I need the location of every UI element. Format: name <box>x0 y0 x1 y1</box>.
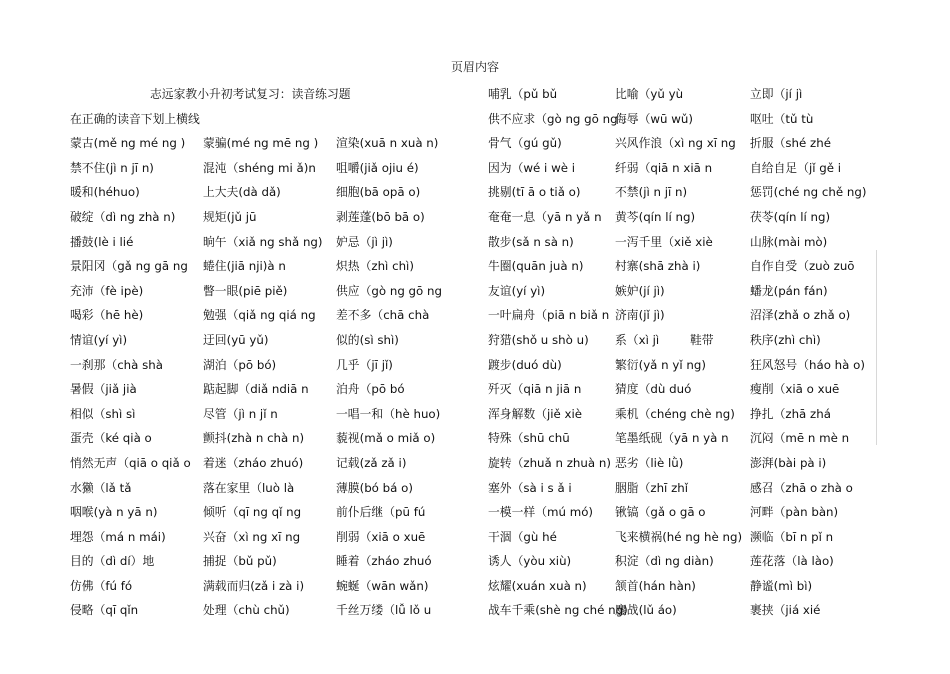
word-row <box>488 328 908 353</box>
word-pinyin-item: 澎湃(bài pà i) <box>750 455 827 470</box>
word-pinyin-item: 茯苓(qín lí ng) <box>750 209 831 224</box>
word-pinyin-item: 笔墨纸砚（yā n yà n <box>615 431 729 446</box>
word-pinyin-item: 勉强（qiǎ ng qiá ng <box>203 308 316 323</box>
word-pinyin-item: 满载而归(zǎ i zà i) <box>203 578 305 593</box>
word-row <box>70 303 490 328</box>
word-pinyin-item: 景阳冈（gǎ ng gā ng <box>70 259 188 274</box>
word-pinyin-item: 乘机（chéng chè ng) <box>615 406 735 421</box>
word-row <box>488 205 908 230</box>
word-pinyin-item: 蟠龙(pán fán) <box>750 283 828 298</box>
word-row <box>70 180 490 205</box>
word-pinyin-item: 迂回(yū yǔ) <box>203 332 269 347</box>
word-row <box>488 254 908 279</box>
instruction-text: 在正确的读音下划上横线 <box>70 111 200 126</box>
word-pinyin-item: 恶劣（liè lǜ) <box>615 455 684 470</box>
word-pinyin-item: 呕吐（tǔ tù <box>750 111 814 126</box>
word-pinyin-item: 挣扎（zhā zhá <box>750 406 831 421</box>
word-pinyin-item: 狩猎(shǒ u shò u) <box>488 332 589 347</box>
word-pinyin-item: 奄奄一息（yā n yǎ n <box>488 209 602 224</box>
word-pinyin-item: 锹镐（gǎ o gā o <box>615 505 706 520</box>
word-row <box>488 476 908 501</box>
word-pinyin-item: 充沛（fè ipè) <box>70 283 144 298</box>
word-pinyin-item: 湖泊（pō bó) <box>203 357 277 372</box>
word-row <box>488 574 908 599</box>
word-row <box>488 353 908 378</box>
word-row <box>70 254 490 279</box>
word-row <box>70 205 490 230</box>
word-row <box>488 230 908 255</box>
word-row <box>488 82 908 107</box>
word-row <box>70 500 490 525</box>
word-pinyin-item: 剥莲蓬(bō bā o) <box>336 209 425 224</box>
word-pinyin-item: 系（xì jì <box>615 332 660 347</box>
word-pinyin-item: 挑剔(tī ā o tiǎ o) <box>488 185 581 200</box>
word-pinyin-item: 蜷住(jiā nji)à n <box>203 259 286 274</box>
word-row <box>70 525 490 550</box>
word-pinyin-item: 千丝万缕（lǚ lǒ u <box>336 603 432 618</box>
word-pinyin-item: 落在家里（luò là <box>203 480 295 495</box>
word-pinyin-item: 鏖战(lǔ áo) <box>615 603 677 618</box>
word-pinyin-item: 晌午（xiǎ ng shǎ ng) <box>203 234 323 249</box>
word-pinyin-item: 咀嚼(jiǎ ojiu é) <box>336 160 419 175</box>
word-pinyin-item: 莲花落（là lào) <box>750 554 834 569</box>
word-pinyin-item: 睡着（zháo zhuó <box>336 554 432 569</box>
word-pinyin-item: 炫耀(xuán xuà n) <box>488 578 587 593</box>
word-pinyin-item: 侵略（qī qǐn <box>70 603 139 618</box>
word-pinyin-item: 一叶扁舟（piā n biǎ n <box>488 308 610 323</box>
word-pinyin-item: 规矩(jǔ jū <box>203 209 257 224</box>
word-pinyin-item: 一泻千里（xiě xiè <box>615 234 713 249</box>
word-pinyin-item: 侮辱（wū wǔ) <box>615 111 693 126</box>
word-row <box>488 156 908 181</box>
word-pinyin-item: 播鼓(lè i lié <box>70 234 134 249</box>
word-pinyin-item: 感召（zhā o zhà o <box>750 480 853 495</box>
word-pinyin-item: 哺乳（pǔ bǔ <box>488 87 558 101</box>
word-row <box>488 377 908 402</box>
word-row <box>70 476 490 501</box>
word-pinyin-item: 目的（dì dí）地 <box>70 554 155 569</box>
word-pinyin-item: 渲染(xuā n xuà n) <box>336 136 439 151</box>
word-pinyin-item: 供应（gò ng gō ng <box>336 283 442 298</box>
word-row <box>488 598 908 623</box>
word-pinyin-item: 立即（jí jì <box>750 87 803 101</box>
word-pinyin-item: 暑假（jiǎ jià <box>70 382 137 397</box>
word-row <box>70 156 490 181</box>
word-pinyin-item: 繁衍(yǎ n yǐ ng) <box>615 357 706 372</box>
word-row <box>70 598 490 623</box>
word-pinyin-item: 骨气（gú gǔ) <box>488 136 562 151</box>
word-pinyin-item: 干涸（gù hé <box>488 529 557 544</box>
word-pinyin-item: 鞋带 <box>690 332 714 347</box>
word-pinyin-item: 着迷（zháo zhuó) <box>203 455 304 470</box>
word-pinyin-item: 瘦削（xiā o xuē <box>750 382 840 397</box>
word-pinyin-item: 散步(sǎ n sà n) <box>488 234 574 249</box>
word-pinyin-item: 上大夫(dà dǎ) <box>203 185 281 200</box>
word-row <box>488 107 908 132</box>
word-pinyin-item: 河畔（pàn bàn) <box>750 505 839 520</box>
word-pinyin-item: 瞥一眼(piē piě) <box>203 283 288 298</box>
word-pinyin-item: 兴奋（xì ng xī ng <box>203 529 301 544</box>
word-pinyin-item: 特殊（shū chū <box>488 431 570 446</box>
word-pinyin-item: 相似（shì sì <box>70 406 136 421</box>
word-pinyin-item: 黄芩(qín lí ng) <box>615 209 696 224</box>
word-row <box>70 426 490 451</box>
word-pinyin-item: 一唱一和（hè huo) <box>336 406 441 421</box>
left-column <box>70 82 490 623</box>
word-pinyin-item: 比喻（yǔ yù <box>615 87 684 101</box>
word-row <box>488 549 908 574</box>
word-pinyin-item: 折服（shé zhé <box>750 136 831 151</box>
left-word-list <box>70 131 490 623</box>
word-row <box>488 279 908 304</box>
word-pinyin-item: 山脉(mài mò) <box>750 234 828 249</box>
word-pinyin-item: 纤弱（qiā n xiā n <box>615 160 713 175</box>
word-pinyin-item: 秩序(zhì chì) <box>750 332 821 347</box>
word-pinyin-item: 处理（chù chǔ) <box>203 603 290 618</box>
word-pinyin-item: 积淀（dì ng diàn) <box>615 554 714 569</box>
word-pinyin-item: 沼泽(zhǎ o zhǎ o) <box>750 308 851 323</box>
word-pinyin-item: 惩罚(ché ng chě ng) <box>750 185 867 200</box>
word-pinyin-item: 村寨(shā zhà i) <box>615 259 701 274</box>
word-pinyin-item: 歼灭（qiā n jiā n <box>488 382 582 397</box>
word-pinyin-item: 暖和(héhuo) <box>70 185 140 200</box>
word-pinyin-item: 兴风作浪（xì ng xī ng <box>615 136 736 151</box>
word-pinyin-item: 细胞(bā opā o) <box>336 185 421 200</box>
page-header: 页眉内容 <box>450 60 499 74</box>
word-pinyin-item: 嫉妒(jí jì) <box>615 283 665 298</box>
word-pinyin-item: 浑身解数（jiě xiè <box>488 406 583 421</box>
word-pinyin-item: 破绽（dì ng zhà n) <box>70 209 176 224</box>
word-pinyin-item: 牛圈(quān juà n) <box>488 259 584 274</box>
word-pinyin-item: 藐视(mǎ o miǎ o) <box>336 431 436 446</box>
word-pinyin-item: 妒忌（jì jì) <box>336 234 393 249</box>
word-pinyin-item: 倾听（qī ng qǐ ng <box>203 505 302 520</box>
word-row <box>70 402 490 427</box>
word-row <box>70 549 490 574</box>
word-pinyin-item: 狂风怒号（háo hà o) <box>750 357 865 372</box>
right-word-list <box>488 82 908 623</box>
word-pinyin-item: 塞外（sà i s ǎ i <box>488 480 572 495</box>
word-pinyin-item: 水獭（lǎ tǎ <box>70 480 132 495</box>
word-pinyin-item: 友谊(yí yì) <box>488 283 546 298</box>
word-pinyin-item: 济南(jǐ jì) <box>615 308 665 323</box>
word-pinyin-item: 猜度（dù duó <box>615 382 692 397</box>
word-pinyin-item: 喝彩（hē hè) <box>70 308 144 323</box>
word-pinyin-item: 踮起脚（diǎ ndiā n <box>203 382 309 397</box>
word-pinyin-item: 颤抖(zhà n chà n) <box>203 431 305 446</box>
word-pinyin-item: 胭脂（zhī zhǐ <box>615 480 689 495</box>
word-row <box>488 525 908 550</box>
word-pinyin-item: 飞来横祸(hé ng hè ng) <box>615 529 743 544</box>
word-pinyin-item: 战车千乘(shè ng ché ng) <box>488 603 628 618</box>
vertical-divider <box>876 250 877 445</box>
word-pinyin-item: 泊舟（pō bó <box>336 382 405 397</box>
word-row <box>70 131 490 156</box>
word-pinyin-item: 踱步(duó dù) <box>488 357 562 372</box>
word-row <box>488 303 908 328</box>
word-pinyin-item: 薄膜(bó bá o) <box>336 480 413 495</box>
word-pinyin-item: 尽管（jì n jǐ n <box>203 406 278 421</box>
word-row <box>488 402 908 427</box>
word-pinyin-item: 似的(sì shì) <box>336 332 399 347</box>
word-pinyin-item: 捕捉（bǔ pǔ) <box>203 554 277 569</box>
word-pinyin-item: 因为（wé i wè i <box>488 160 576 175</box>
word-row <box>70 328 490 353</box>
word-pinyin-item: 炽热（zhì chì) <box>336 259 414 274</box>
word-row <box>70 451 490 476</box>
word-pinyin-item: 蒙骗(mé ng mē ng ) <box>203 136 319 151</box>
word-pinyin-item: 悄然无声（qiā o qiǎ o <box>70 455 191 470</box>
word-pinyin-item: 供不应求（gò ng gō ng <box>488 111 618 126</box>
word-pinyin-item: 自给自足（jǐ gě i <box>750 160 842 175</box>
word-pinyin-item: 不禁(jì n jī n) <box>615 185 688 200</box>
word-pinyin-item: 前仆后继（pū fú <box>336 505 426 520</box>
word-row <box>70 279 490 304</box>
word-pinyin-item: 濒临（bī n pǐ n <box>750 529 834 544</box>
word-row <box>70 353 490 378</box>
word-pinyin-item: 颔首(hán hàn) <box>615 578 696 593</box>
word-pinyin-item: 削弱（xiā o xuē <box>336 529 426 544</box>
word-row <box>70 574 490 599</box>
word-pinyin-item: 静谧(mì bì) <box>750 578 813 593</box>
word-pinyin-item: 差不多（chā chà <box>336 308 430 323</box>
word-pinyin-item: 情谊(yí yì) <box>70 332 128 347</box>
word-pinyin-item: 记载(zǎ zǎ i) <box>336 455 407 470</box>
word-pinyin-item: 裹挟（jiá xié <box>750 603 821 618</box>
word-pinyin-item: 诱人（yòu xiù) <box>488 554 572 569</box>
word-pinyin-item: 蛋壳（ké qià o <box>70 431 152 446</box>
word-pinyin-item: 一模一样（mú mó) <box>488 505 594 520</box>
word-pinyin-item: 一刹那（chà shà <box>70 357 163 372</box>
word-pinyin-item: 沉闷（mē n mè n <box>750 431 850 446</box>
word-pinyin-item: 埋怨（má n mái) <box>70 529 166 544</box>
word-row <box>488 426 908 451</box>
word-pinyin-item: 几乎（jī jǐ) <box>336 357 393 372</box>
right-column <box>488 82 908 623</box>
word-row <box>488 451 908 476</box>
word-row <box>70 377 490 402</box>
word-pinyin-item: 混沌（shéng mi ǎ)n <box>203 160 316 175</box>
word-pinyin-item: 自作自受（zuò zuō <box>750 259 855 274</box>
word-row <box>488 500 908 525</box>
word-pinyin-item: 旋转（zhuǎ n zhuà n) <box>488 455 611 470</box>
word-pinyin-item: 禁不住(jì n jī n) <box>70 160 154 175</box>
word-row <box>488 131 908 156</box>
word-pinyin-item: 咽喉(yà n yā n) <box>70 505 158 520</box>
word-pinyin-item: 仿佛（fú fó <box>70 578 133 593</box>
document-title: 志远家教小升初考试复习：读音练习题 <box>150 87 351 101</box>
word-row <box>488 180 908 205</box>
word-pinyin-item: 蒙古(mě ng mé ng ) <box>70 136 186 151</box>
word-pinyin-item: 蜿蜒（wān wǎn) <box>336 578 429 593</box>
word-row <box>70 230 490 255</box>
